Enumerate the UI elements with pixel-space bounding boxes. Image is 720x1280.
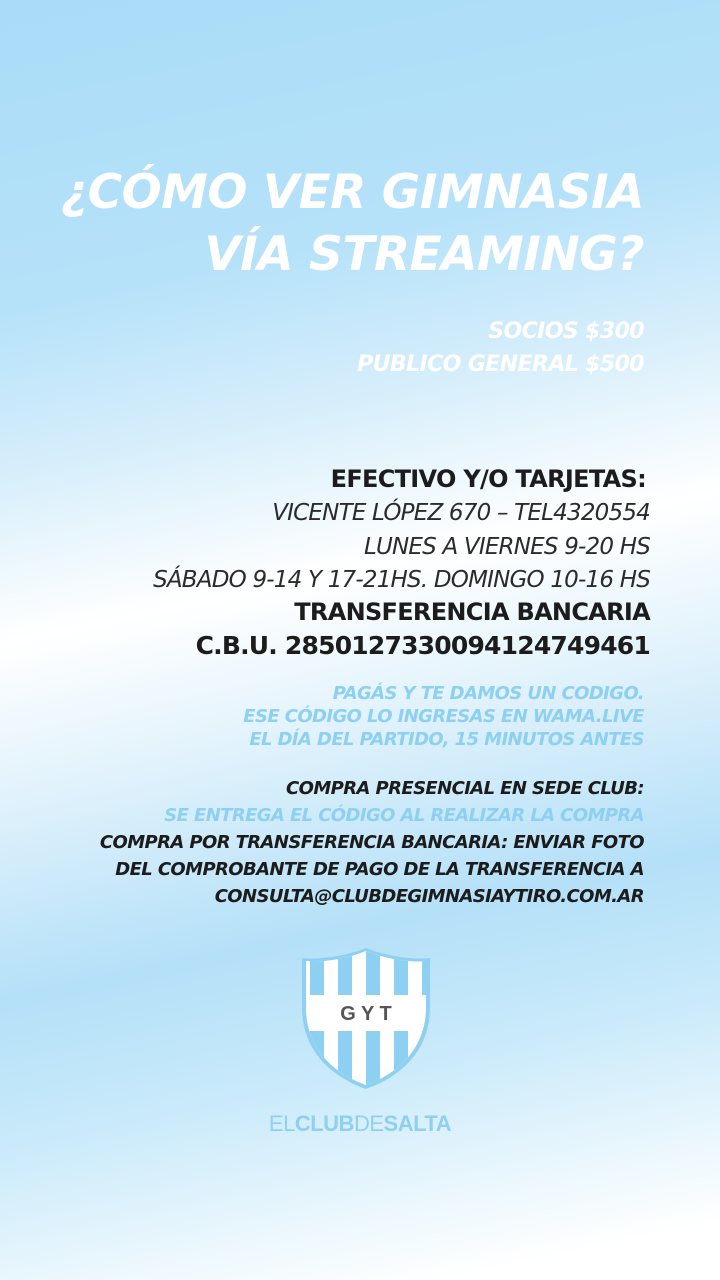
club-address: VICENTE LÓPEZ 670 – TEL4320554	[272, 500, 650, 526]
tagline-de: DE	[353, 1111, 384, 1136]
transfer-heading: TRANSFERENCIA BANCARIA	[294, 598, 650, 626]
tagline-club: CLUB	[294, 1111, 354, 1136]
price-members: SOCIOS $300	[488, 319, 644, 344]
weekday-hours: LUNES A VIERNES 9-20 HS	[363, 534, 650, 560]
code-line-3: EL DÍA DEL PARTIDO, 15 MINUTOS ANTES	[249, 729, 644, 750]
price-general: PUBLICO GENERAL $500	[357, 352, 644, 377]
weekend-hours: SÁBADO 9-14 Y 17-21HS. DOMINGO 10-16 HS	[153, 567, 650, 593]
cash-payment-heading: EFECTIVO Y/O TARJETAS:	[330, 465, 646, 493]
page-title	[4, 162, 644, 286]
title-line-2: VÍA STREAMING?	[204, 227, 644, 282]
transfer-instruction-2: DEL COMPROBANTE DE PAGO DE LA TRANSFERENCIA A	[115, 859, 644, 880]
transfer-instruction-1: COMPRA POR TRANSFERENCIA BANCARIA: ENVIAR FOTO	[99, 832, 644, 853]
tagline-salta: SALTA	[383, 1111, 452, 1136]
cbu-number: C.B.U. 2850127330094124749461	[195, 631, 650, 660]
code-instructions	[44, 682, 644, 751]
price-list	[144, 315, 644, 381]
crest-letters: G Y T	[340, 1003, 392, 1025]
tagline-el: EL	[268, 1111, 295, 1136]
club-tagline	[0, 1111, 720, 1137]
code-line-1: PAGÁS Y TE DAMOS UN CODIGO.	[332, 683, 644, 704]
title-line-1: ¿CÓMO VER GIMNASIA	[60, 165, 644, 220]
contact-email: CONSULTA@CLUBDEGIMNASIAYTIRO.COM.AR	[214, 886, 644, 907]
in-person-heading: COMPRA PRESENCIAL EN SEDE CLUB:	[286, 778, 644, 799]
club-shield-icon	[298, 945, 434, 1091]
in-person-detail: SE ENTREGA EL CÓDIGO AL REALIZAR LA COMPRA	[164, 805, 644, 826]
purchase-instructions	[4, 775, 644, 910]
code-line-2: ESE CÓDIGO LO INGRESAS EN WAMA.LIVE	[243, 706, 644, 727]
